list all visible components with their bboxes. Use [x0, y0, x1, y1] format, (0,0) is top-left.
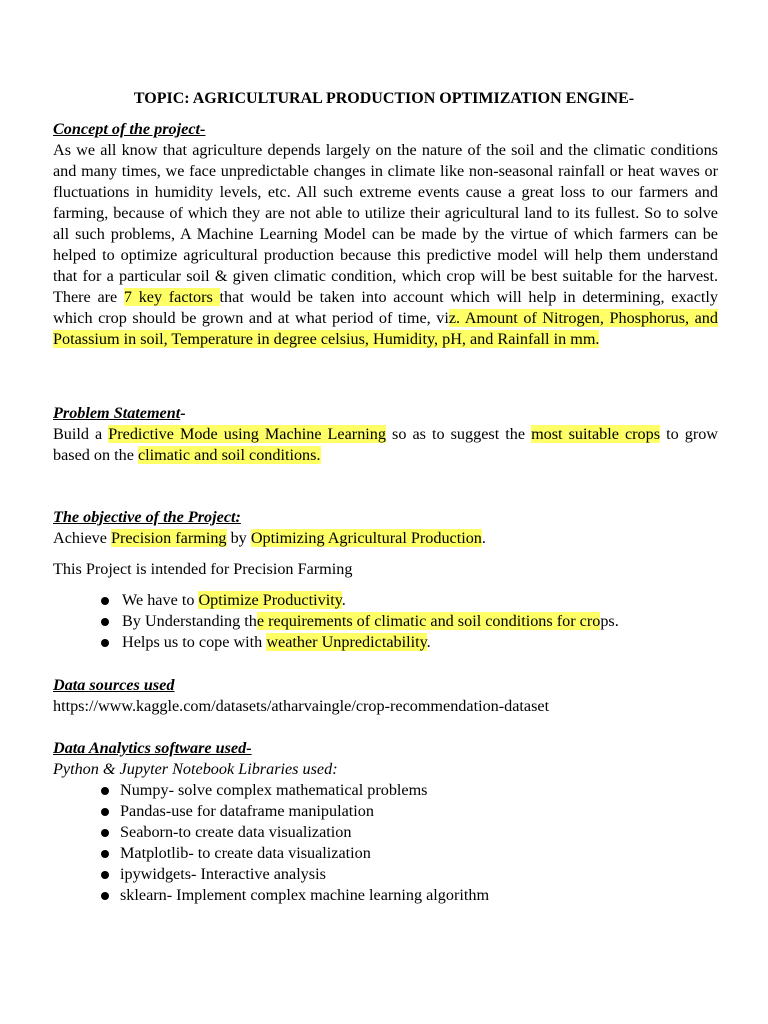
bullet-dot — [101, 808, 109, 816]
concept-highlight-factors-list: z. Amount of Nitrogen, Phosphorus, and Potassium in soil, Temperature in degree celsius, Humidity, pH, and Rainfall in mm. — [53, 309, 718, 348]
objective-intro: This Project is intended for Precision Farming — [53, 560, 353, 578]
datasources-heading-text: Data sources used — [53, 676, 175, 694]
list-item: sklearn- Implement complex machine learning algorithm — [53, 885, 718, 906]
objective-text-3: . — [481, 529, 486, 547]
problem-text-2: so as to suggest the — [385, 425, 532, 443]
software-heading — [53, 738, 718, 759]
bullet-dot — [101, 618, 109, 626]
dataset-url[interactable]: https://www.kaggle.com/datasets/atharvaingle/crop-recommendation-dataset — [53, 697, 550, 715]
problem-text-3: to grow based on the — [53, 425, 718, 464]
bullet-dot — [101, 829, 109, 837]
concept-text-1: As we all know that agriculture depends largely on the nature of the soil and the climatic conditions and many times, we face unpredictable changes in climate like non-seasonal rainfall or heat waves or fluctuations in humidity levels, etc. All such extreme events cause a great loss to our farmers and farming, because of which they are not able to utilize their agricultural land to its fullest. So to solve all such problems, A Machine Learning Model can be made by the virtue of which farmers can be helped to optimize agricultural production because this predictive model will help them understand that for a particular soil & given climatic condition, which crop will be best suitable for the harvest. There are — [53, 141, 718, 306]
objective-highlight-optimizing: Optimizing Agricultural Production — [250, 529, 482, 547]
datasources-heading — [53, 675, 718, 696]
problem-heading-text: Problem Statement — [53, 404, 181, 422]
list-item: ipywidgets- Interactive analysis — [53, 864, 718, 885]
bullet-dot — [101, 871, 109, 879]
list-item: Matplotlib- to create data visualization — [53, 843, 718, 864]
list-item: Helps us to cope with weather Unpredictability. — [53, 632, 718, 653]
objective-heading-text: The objective of the Project: — [53, 508, 241, 526]
problem-heading-dash: - — [180, 404, 186, 422]
problem-paragraph — [53, 424, 718, 466]
bullet-highlight: weather Unpredictability — [266, 633, 427, 651]
bullet-highlight: Optimize Productivity — [198, 591, 342, 609]
list-item: Numpy- solve complex mathematical problems — [53, 780, 718, 801]
concept-heading-text: Concept of the project- — [53, 120, 206, 138]
list-item: We have to Optimize Productivity. — [53, 590, 718, 611]
bullet-dot — [101, 787, 109, 795]
objective-bullet-list — [53, 590, 718, 653]
objective-text-1: Achieve — [53, 529, 111, 547]
library-list — [53, 780, 718, 906]
problem-highlight-model: Predictive Mode using Machine Learning — [108, 425, 386, 443]
software-subheading: Python & Jupyter Notebook Libraries used: — [53, 760, 338, 778]
concept-paragraph — [53, 140, 718, 350]
objective-highlight-precision: Precision farming — [110, 529, 227, 547]
document-title: TOPIC: AGRICULTURAL PRODUCTION OPTIMIZATION ENGINE- — [133, 90, 635, 107]
concept-text-2: that would be taken into account which will help in determining, exactly which crop should be grown and at what period of time, vi — [53, 288, 718, 327]
objective-line — [53, 528, 718, 549]
list-item: Pandas-use for dataframe manipulation — [53, 801, 718, 822]
bullet-dot — [101, 639, 109, 647]
list-item: By Understanding the requirements of climatic and soil conditions for crops. — [53, 611, 718, 632]
bullet-highlight: e requirements of climatic and soil conditions for cro — [256, 612, 601, 630]
objective-heading — [53, 507, 718, 528]
problem-highlight-crops: most suitable crops — [531, 425, 661, 443]
concept-heading — [53, 119, 718, 140]
concept-highlight-key-factors: 7 key factors — [123, 288, 220, 306]
bullet-dot — [101, 850, 109, 858]
bullet-dot — [101, 597, 109, 605]
software-heading-text: Data Analytics software used- — [53, 739, 252, 757]
problem-text-1: Build a — [53, 425, 109, 443]
objective-text-2: by — [226, 529, 251, 547]
bullet-dot — [101, 892, 109, 900]
problem-heading — [53, 403, 718, 424]
list-item: Seaborn-to create data visualization — [53, 822, 718, 843]
problem-highlight-conditions: climatic and soil conditions. — [137, 446, 321, 464]
